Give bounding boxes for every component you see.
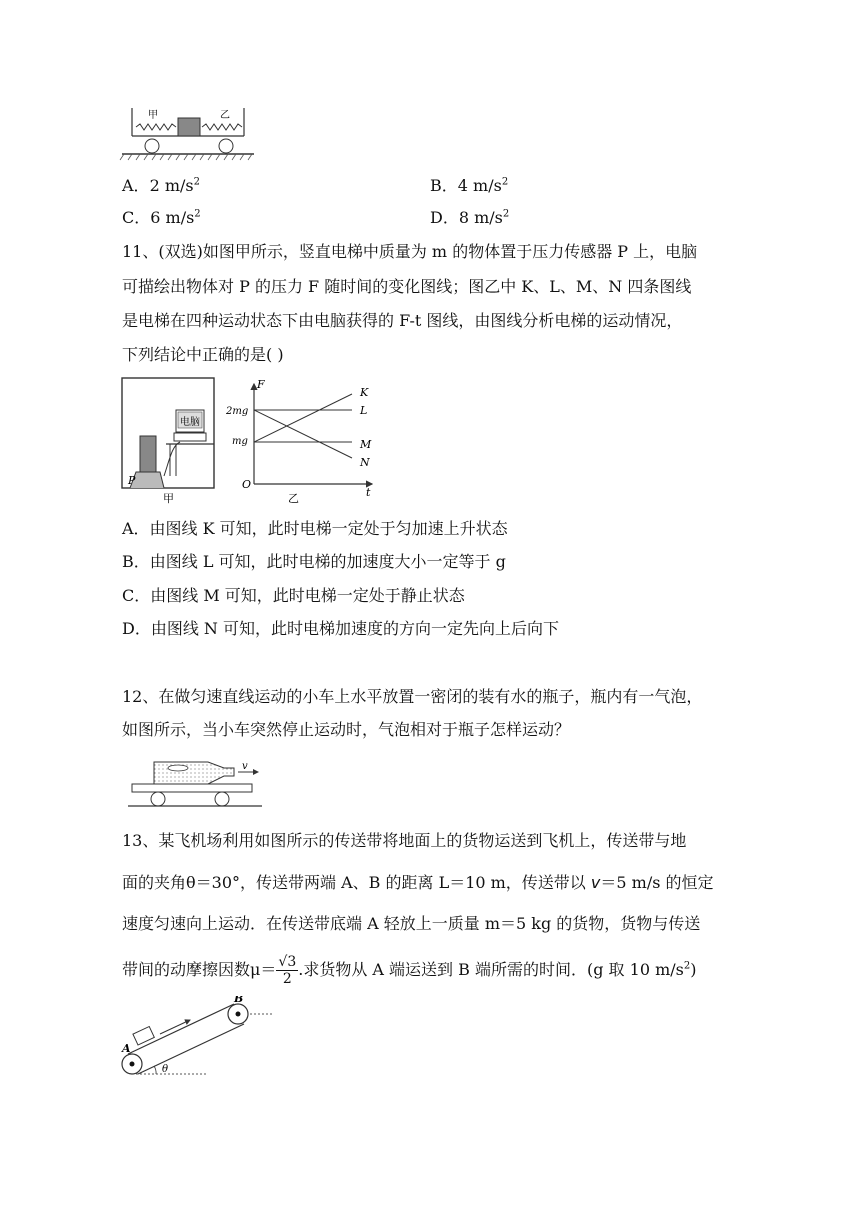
q11-option-a: A．由图线 K 可知，此时电梯一定处于匀加速上升状态 xyxy=(122,519,508,538)
option-letter: C． xyxy=(122,208,151,227)
q13-stem-line-4 xyxy=(122,952,696,988)
q10-label-yi: 乙 xyxy=(220,110,230,121)
q13-line2-end: ＝5 m/s 的恒定 xyxy=(600,873,714,892)
q11-computer-label: 电脑 xyxy=(180,417,200,428)
q10-option-c xyxy=(122,208,201,228)
q13-frac-num: √3 xyxy=(278,954,297,970)
q13-stem-line-3: 速度匀速向上运动．在传送带底端 A 轻放上一质量 m＝5 kg 的货物，货物与传送 xyxy=(122,914,701,933)
q11-figure-jia xyxy=(120,376,220,506)
q13-line4-start: 带间的动摩擦因数μ＝ xyxy=(122,960,277,979)
q10-label-jia: 甲 xyxy=(148,110,158,121)
q13-stem-line-2 xyxy=(122,873,714,893)
q13-figure xyxy=(116,996,276,1080)
q11-yi-label: 乙 xyxy=(288,492,299,504)
q11-tick-mg: mg xyxy=(232,436,248,447)
option-value: 4 m/s xyxy=(457,176,502,195)
q13-line4-end: .求货物从 A 端运送到 B 端所需的时间．(g 取 10 m/s xyxy=(298,960,684,979)
q13-line2-v: v xyxy=(590,873,601,892)
option-sup: 2 xyxy=(194,208,201,220)
q11-figure-yi xyxy=(226,378,382,504)
q11-stem-line-3: 是电梯在四种运动状态下由电脑获得的 F-t 图线，由图线分析电梯的运动情况， xyxy=(122,311,683,330)
q11-stem-line-2: 可描绘出物体对 P 的压力 F 随时间的变化图线；图乙中 K、L、M、N 四条图线 xyxy=(122,277,692,296)
q13-line2-start: 面的夹角θ＝30°，传送带两端 A、B 的距离 L＝10 m，传送带以 xyxy=(122,873,591,892)
q11-p-label: P xyxy=(128,474,136,487)
q10-option-b xyxy=(430,176,508,196)
q10-figure xyxy=(118,108,258,164)
q10-option-d xyxy=(430,208,509,228)
q11-axis-f: F xyxy=(257,378,265,391)
option-letter: B． xyxy=(430,176,458,195)
q11-option-d: D．由图线 N 可知，此时电梯加速度的方向一定先向上后向下 xyxy=(122,619,560,638)
q13-theta-label: θ xyxy=(162,1064,169,1075)
q11-axis-t: t xyxy=(366,486,371,499)
q11-line-m: M xyxy=(360,438,372,451)
option-sup: 2 xyxy=(502,208,510,220)
q11-origin: O xyxy=(242,478,252,491)
option-sup: 2 xyxy=(193,176,200,188)
q13-line4-close: ) xyxy=(690,960,697,979)
q10-option-a xyxy=(122,176,200,196)
q11-option-b: B．由图线 L 可知，此时电梯的加速度大小一定等于 g xyxy=(122,552,506,571)
q13-line4-sup: 2 xyxy=(683,960,691,972)
option-value: 6 m/s xyxy=(150,208,195,227)
q12-stem-line-2: 如图所示，当小车突然停止运动时，气泡相对于瓶子怎样运动？ xyxy=(122,720,571,739)
q11-tick-2mg: 2mg xyxy=(226,406,249,417)
q12-stem-line-1: 12、在做匀速直线运动的小车上水平放置一密闭的装有水的瓶子，瓶内有一气泡， xyxy=(122,687,703,706)
option-value: 2 m/s xyxy=(149,176,194,195)
q11-line-l: L xyxy=(360,404,368,417)
q13-fraction xyxy=(276,954,298,987)
q11-stem-line-1: 11、(双选)如图甲所示，竖直电梯中质量为 m 的物体置于压力传感器 P 上，电脑 xyxy=(122,242,698,261)
option-sup: 2 xyxy=(501,176,509,188)
q13-frac-den: 2 xyxy=(282,971,292,987)
q11-jia-label: 甲 xyxy=(163,492,174,505)
q11-option-c: C．由图线 M 可知，此时电梯一定处于静止状态 xyxy=(122,586,465,605)
q11-line-n: N xyxy=(360,456,370,469)
option-value: 8 m/s xyxy=(458,208,503,227)
option-letter: D． xyxy=(430,208,459,227)
q11-line-k: K xyxy=(360,386,369,399)
q11-stem-line-4: 下列结论中正确的是( ) xyxy=(122,345,284,364)
q12-figure xyxy=(126,756,266,814)
option-letter: A． xyxy=(122,176,150,195)
q13-b-label: B xyxy=(234,996,244,1005)
q12-v-label: v xyxy=(242,761,248,772)
q13-a-label: A xyxy=(122,1042,131,1055)
q13-stem-line-1: 13、某飞机场利用如图所示的传送带将地面上的货物运送到飞机上，传送带与地 xyxy=(122,831,687,850)
